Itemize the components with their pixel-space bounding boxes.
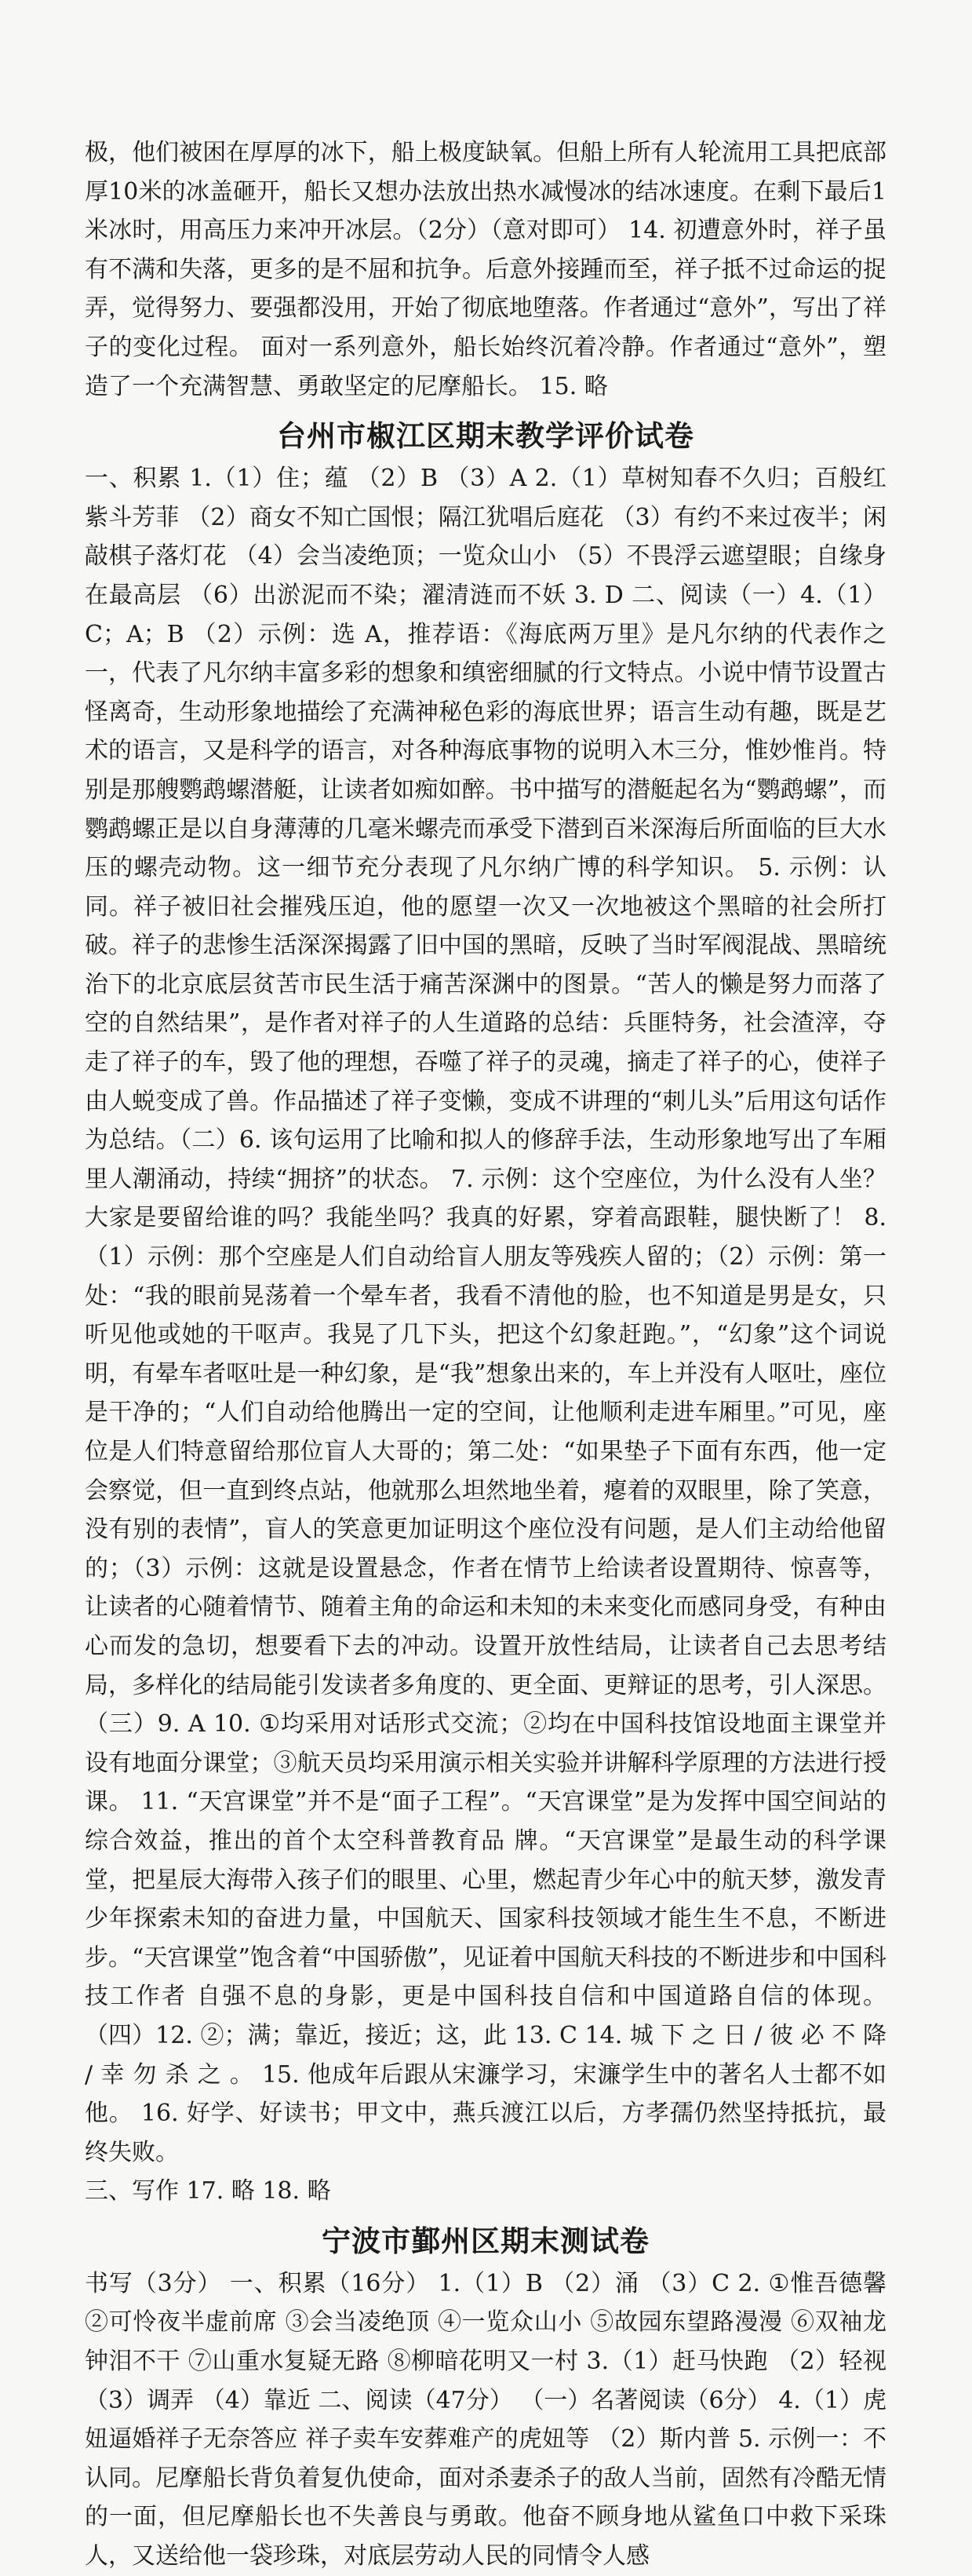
answer-page — [85, 133, 886, 2576]
taizhou-answers-paragraph: 一、积累 1.（1）住；蕴 （2）B （3）A 2.（1）草树知春不久归；百般红紫斗芳菲 （2）商女不知亡国恨；隔江犹唱后庭花 （3）有约不来过夜半；闲敲棋子落灯花 （4）会当凌绝顶；一览众山小 （5）不畏浮云遮望眼；自缘身在最高层 （6）出淤泥而不染；濯清涟而不妖 3. D 二、阅读（一）4.（1）C；A；B （2）示例：选 A，推荐语：《海底两万里》是凡尔纳的代表作之一，代表了凡尔纳丰富多彩的想象和缜密细腻的行文特点。小说中情节设置古怪离奇，生动形象地描绘了充满神秘色彩的海底世界；语言生动有趣，既是艺术的语言，又是科学的语言，对各种海底事物的说明入木三分，惟妙惟肖。特别是那艘鹦鹉螺潜艇，让读者如痴如醉。书中描写的潜艇起名为“鹦鹉螺”，而鹦鹉螺正是以自身薄薄的几毫米螺壳而承受下潜到百米深海后所面临的巨大水压的螺壳动物。这一细节充分表现了凡尔纳广博的科学知识。 5. 示例：认同。祥子被旧社会摧残压迫，他的愿望一次又一次地被这个黑暗的社会所打破。祥子的悲惨生活深深揭露了旧中国的黑暗，反映了当时军阀混战、黑暗统治下的北京底层贫苦市民生活于痛苦深渊中的图景。“苦人的懒是努力而落了空的自然结果”，是作者对祥子的人生道路的总结：兵匪特务，社会渣滓，夺走了祥子的车，毁了他的理想，吞噬了祥子的灵魂，摘走了祥子的心，使祥子由人蜕变成了兽。作品描述了祥子变懒，变成不讲理的“刺儿头”后用这句话作为总结。（二）6. 该句运用了比喻和拟人的修辞手法，生动形象地写出了车厢里人潮涌动，持续“拥挤”的状态。 7. 示例：这个空座位，为什么没有人坐？大家是要留给谁的吗？我能坐吗？我真的好累，穿着高跟鞋，腿快断了！ 8.（1）示例：那个空座是人们自动给盲人朋友等残疾人留的；（2）示例：第一处：“我的眼前晃荡着一个晕车者，我看不清他的脸，也不知道是男是女，只听见他或她的干呕声。我晃了几下头，把这个幻象赶跑。”，“幻象”这个词说明，有晕车者呕吐是一种幻象，是“我”想象出来的，车上并没有人呕吐，座位是干净的；“人们自动给他腾出一定的空间，让他顺利走进车厢里。”可见，座位是人们特意留给那位盲人大哥的；第二处：“如果垫子下面有东西，他一定会察觉，但一直到终点站，他就那么坦然地坐着，瘪着的双眼里，除了笑意，没有别的表情”，盲人的笑意更加证明这个座位没有问题，是人们主动给他留的；（3）示例：这就是设置悬念，作者在情节上给读者设置期待、惊喜等，让读者的心随着情节、随着主角的命运和未知的未来变化而感同身受，有种由心而发的急切，想要看下去的冲动。设置开放性结局，让读者自己去思考结局，多样化的结局能引发读者多角度的、更全面、更辩证的思考，引人深思。 （三）9. A 10. ①均采用对话形式交流；②均在中国科技馆设地面主课堂并设有地面分课堂；③航天员均采用演示相关实验并讲解科学原理的方法进行授课。 11. “天宫课堂”并不是“面子工程”。“天宫课堂”是为发挥中国空间站的综合效益，推出的首个太空科普教育品 牌。“天宫课堂”是最生动的科学课堂，把星辰大海带入孩子们的眼里、心里，燃起青少年心中的航天梦，激发青少年探索未知的奋进力量，中国航天、国家科技领域才能生生不息，不断进步。“天宫课堂”饱含着“中国骄傲”，见证着中国航天科技的不断进步和中国科技工作者 自强不息的身影，更是中国科技自信和中国道路自信的体现。 （四）12. ②；满；靠近，接近；这，此 13. C 14. 城 下 之 日 / 彼 必 不 降 / 幸 勿 杀 之 。 15. 他成年后跟从宋濂学习，宋濂学生中的著名人士都不如他。 16. 好学、好读书；甲文中，燕兵渡江以后，方孝孺仍然坚持抵抗，最终失败。 — [85, 465, 886, 2166]
ningbo-answers-paragraph: 书写（3分） 一、积累（16分） 1.（1）B （2）涌 （3）C 2. ①惟吾德馨 ②可怜夜半虚前席 ③会当凌绝顶 ④一览众山小 ⑤故园东望路漫漫 ⑥双袖龙钟泪不干 ⑦山重水复疑无路 ⑧柳暗花明又一村 3.（1）赶马快跑 （2）轻视 （3）调弄 （4）靠近 二、阅读（47分） （一）名著阅读（6分） 4.（1）虎妞逼婚祥子无奈答应 祥子卖车安葬难产的虎妞等 （2）斯内普 5. 示例一：不认同。尼摩船长背负着复仇使命，面对杀妻杀子的敌人当前，固然有冷酷无情的一面，但尼摩船长也不失善良与勇敢。他奋不顾身地从鲨鱼口中救下采珠人，又送给他一袋珍珠，对底层劳动人民的同情令人感 — [85, 2269, 886, 2571]
continued-answer-paragraph: 极，他们被困在厚厚的冰下，船上极度缺氧。但船上所有人轮流用工具把底部厚10米的冰盖砸开，船长又想办法放出热水减慢冰的结冰速度。在剩下最后1米冰时，用高压力来冲开冰层。（2分）（意对即可） 14. 初遭意外时，祥子虽有不满和失落，更多的是不屈和抗争。后意外接踵而至，祥子抵不过命运的捉弄，觉得努力、要强都没用，开始了彻底地堕落。作者通过“意外”，写出了祥子的变化过程。 面对一系列意外，船长始终沉着冷静。作者通过“意外”，塑造了一个充满智慧、勇敢坚定的尼摩船长。 15. 略 — [85, 139, 886, 400]
section-title-ningbo: 宁波市鄞州区期末测试卷 — [322, 2224, 650, 2258]
taizhou-writing-answers: 三、写作 17. 略 18. 略 — [85, 2177, 331, 2206]
section-title-taizhou: 台州市椒江区期末教学评价试卷 — [277, 419, 694, 454]
